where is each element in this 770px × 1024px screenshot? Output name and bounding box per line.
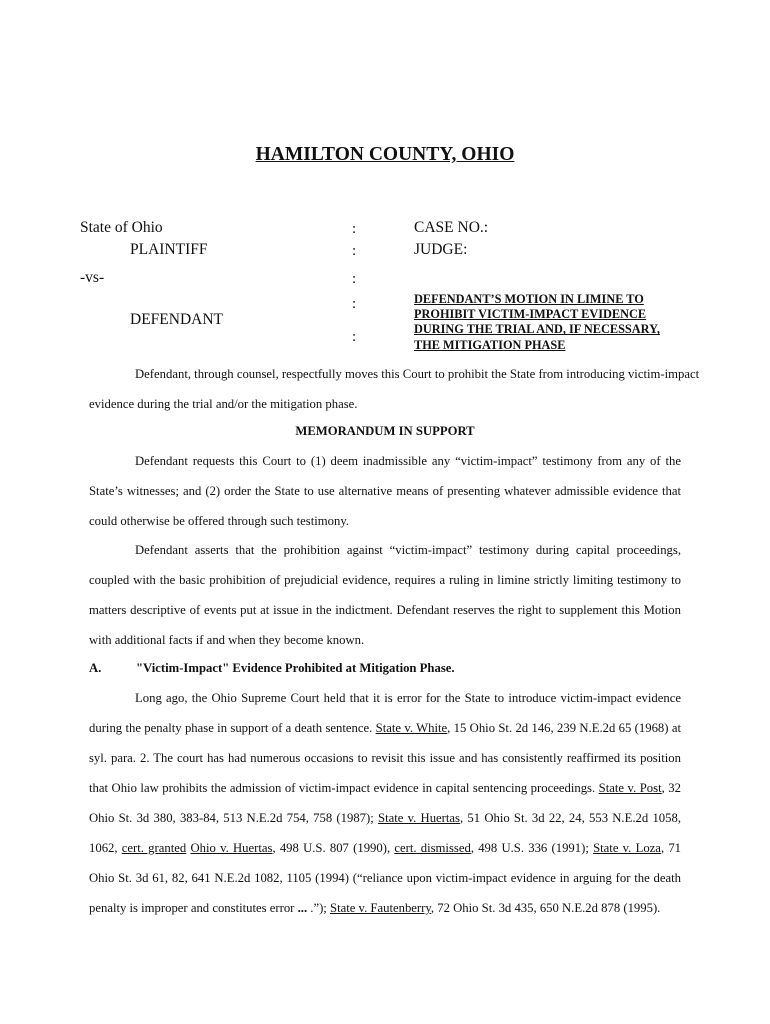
- caption-colon: :: [352, 271, 357, 287]
- case-number-label: CASE NO.:: [414, 219, 489, 236]
- case-citation: cert. granted: [121, 841, 187, 855]
- text-line: with additional facts if and when they become known.: [89, 633, 365, 647]
- caption-plaintiff: PLAINTIFF: [130, 241, 208, 258]
- motion-title-line: DEFENDANT’S MOTION IN LIMINE TO: [414, 292, 644, 306]
- caption-vs: -vs-: [80, 269, 105, 286]
- paragraph-ohio-supreme-court: [89, 683, 681, 923]
- text-run: , 71: [660, 841, 682, 855]
- paragraph-requests: [89, 446, 681, 536]
- case-citation: State v. White: [375, 721, 448, 735]
- case-citation: State v. Loza: [593, 841, 661, 855]
- caption-colon: :: [352, 221, 357, 237]
- text-line: Long ago, the Ohio Supreme Court held that it is error for the State to introduce victim-impact evidence: [135, 691, 681, 705]
- text-line: Ohio St. 3d 61, 82, 641 N.E.2d 1082, 1105 (1994) (“reliance upon victim-impact evidence in arguing for the death: [89, 871, 681, 885]
- text-line: Defendant, through counsel, respectfully moves this Court to prohibit the State from introducing victim-impact: [135, 367, 700, 381]
- text-line: [89, 833, 681, 863]
- text-line: matters descriptive of events put at issue in the indictment. Defendant reserves the right to supplement this Motion: [89, 603, 681, 617]
- caption-colon: :: [352, 329, 357, 345]
- text-line: evidence during the trial and/or the mitigation phase.: [89, 397, 358, 411]
- motion-title: [414, 292, 660, 353]
- caption-defendant: DEFENDANT: [130, 311, 223, 328]
- text-run: during the penalty phase in support of a death sentence.: [89, 721, 376, 735]
- judge-label: JUDGE:: [414, 241, 468, 258]
- caption-colon: :: [352, 296, 357, 312]
- case-citation: cert. dismissed: [394, 841, 471, 855]
- case-citation: Ohio v. Huertas: [190, 841, 273, 855]
- caption-colon: :: [352, 243, 357, 259]
- memorandum-heading: MEMORANDUM IN SUPPORT: [295, 424, 475, 438]
- text-run: , 32: [661, 781, 681, 795]
- section-a-title: "Victim-Impact" Evidence Prohibited at Mitigation Phase.: [136, 661, 455, 675]
- text-run: , 498 U.S. 807 (1990),: [272, 841, 395, 855]
- text-line: [89, 803, 681, 833]
- text-line: Defendant requests this Court to (1) deem inadmissible any “victim-impact” testimony from any of the: [135, 454, 681, 468]
- text-line: syl. para. 2. The court has had numerous occasions to revisit this issue and has consistently reaffirmed its position: [89, 751, 681, 765]
- caption-state: State of Ohio: [80, 219, 163, 236]
- text-run: 1062,: [89, 841, 122, 855]
- case-citation: State v. Post: [598, 781, 662, 795]
- text-run: that Ohio law prohibits the admission of victim-impact evidence in capital sentencing proceedings.: [89, 781, 599, 795]
- text-line: could otherwise be offered through such testimony.: [89, 514, 350, 528]
- intro-paragraph: [89, 359, 700, 419]
- text-run-bold: ...: [297, 901, 308, 915]
- text-run: .”);: [307, 901, 331, 915]
- text-run: , 498 U.S. 336 (1991);: [470, 841, 594, 855]
- text-run: Ohio St. 3d 380, 383-84, 513 N.E.2d 754, 758 (1987);: [89, 811, 379, 825]
- text-line: [89, 773, 681, 803]
- case-citation: State v. Fautenberry: [330, 901, 431, 915]
- text-line: [89, 713, 681, 743]
- court-title: HAMILTON COUNTY, OHIO: [255, 144, 515, 165]
- text-run: , 15 Ohio St. 2d 146, 239 N.E.2d 65 (1968) at: [447, 721, 681, 735]
- text-line: [89, 893, 681, 923]
- text-line: Defendant asserts that the prohibition against “victim-impact” testimony during capital proceedings,: [135, 543, 681, 557]
- case-citation: State v. Huertas: [378, 811, 460, 825]
- section-a-letter: A.: [89, 661, 102, 675]
- motion-title-line: DURING THE TRIAL AND, IF NECESSARY,: [414, 322, 660, 337]
- text-run: , 72 Ohio St. 3d 435, 650 N.E.2d 878 (1995).: [430, 901, 661, 915]
- text-line: State’s witnesses; and (2) order the State to use alternative means of presenting whatever admissible evidence that: [89, 484, 681, 498]
- motion-title-line: PROHIBIT VICTIM-IMPACT EVIDENCE: [414, 307, 647, 322]
- paragraph-asserts: [89, 535, 681, 655]
- motion-title-line: THE MITIGATION PHASE: [414, 337, 566, 352]
- text-run: , 51 Ohio St. 3d 22, 24, 553 N.E.2d 1058,: [460, 811, 681, 825]
- text-line: coupled with the basic prohibition of prejudicial evidence, requires a ruling in limine strictly limiting testimony to: [89, 573, 681, 587]
- text-run: penalty is improper and constitutes error: [89, 901, 298, 915]
